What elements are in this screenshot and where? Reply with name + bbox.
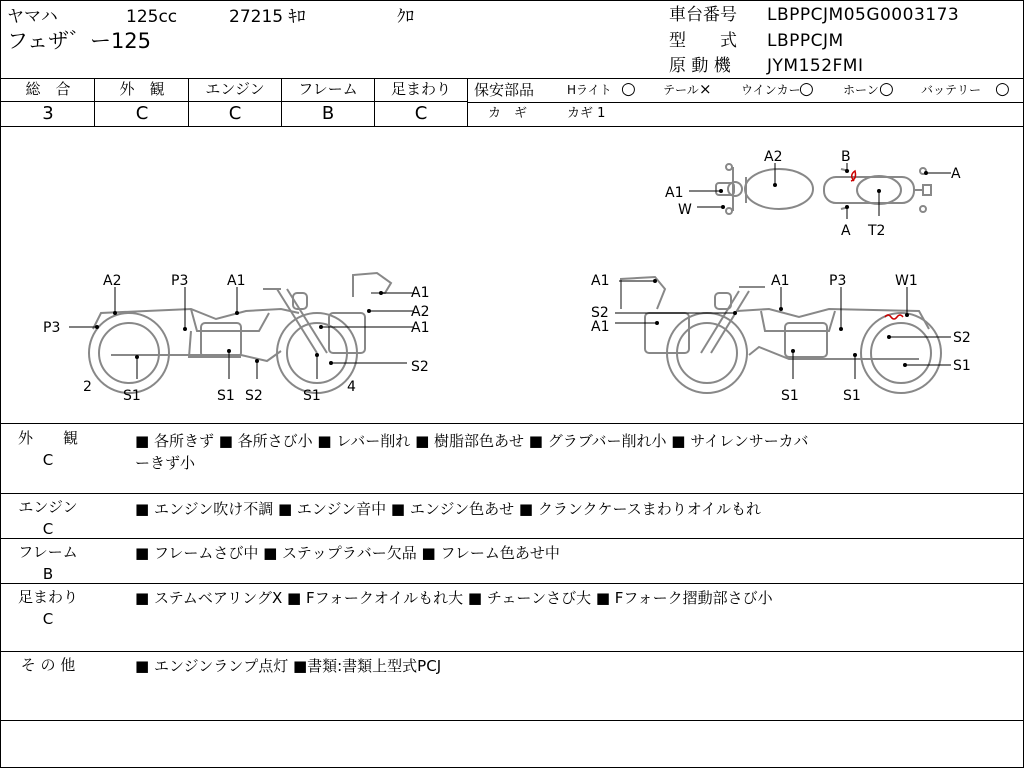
divider	[94, 78, 95, 126]
label-a1: A1	[665, 185, 684, 201]
grade-engine-label: エンジン	[205, 80, 265, 98]
battery-mark: ○	[995, 79, 1010, 99]
label-s2: S2	[411, 359, 429, 375]
right-side-diagram	[589, 269, 989, 409]
label-a2: A2	[411, 304, 430, 320]
label-p3: P3	[829, 273, 847, 289]
frame-no-label: 車台番号	[669, 5, 737, 25]
note-label: フレーム	[18, 543, 78, 561]
engine-label: 原 動 機	[669, 56, 731, 76]
label-a: A	[951, 166, 961, 182]
label-w: W	[678, 202, 692, 218]
label-a1: A1	[591, 273, 610, 289]
divider	[467, 78, 468, 126]
label-w1: W1	[895, 273, 918, 289]
note-exterior	[135, 430, 809, 474]
label-b: B	[841, 149, 851, 165]
tail-label: テール	[663, 83, 699, 97]
divider	[1, 101, 467, 102]
grade-frame-value: B	[321, 103, 335, 124]
label-a2: A2	[764, 149, 783, 165]
note-frame-label	[3, 541, 93, 585]
grade-suspension-label: 足まわり	[390, 80, 451, 98]
grade-exterior-label: 外 観	[119, 80, 165, 98]
note-grade: C	[42, 610, 54, 628]
label-s1: S1	[781, 388, 799, 404]
type-label: 型 式	[669, 31, 737, 51]
key-label: カ ギ	[488, 106, 528, 121]
divider	[1, 583, 1023, 584]
damage-mark-w1	[885, 315, 903, 319]
note-line: ■ ステムベアリングX ■ Fフォークオイルもれ大 ■ チェーンさび大 ■ Fフォーク摺動部さび小	[135, 589, 773, 607]
frame-no: LBPPCJM05G0003173	[767, 5, 960, 25]
label-a1: A1	[411, 285, 430, 301]
headlight-mark: ○	[621, 79, 636, 99]
note-line: ■ エンジンランプ点灯 ■書類:書類上型式PCJ	[135, 657, 442, 675]
note-line: ■ エンジン吹け不調 ■ エンジン音中 ■ エンジン色あせ ■ クランクケースまわりオイルもれ	[135, 500, 762, 518]
grade-exterior-value: C	[135, 103, 149, 124]
label-s2: S2	[245, 388, 263, 404]
displacement: 125cc	[126, 7, 178, 27]
model-name: フェザ゛ー125	[7, 29, 152, 53]
label-s1: S1	[217, 388, 235, 404]
divider	[1, 538, 1023, 539]
safety-label: 保安部品	[474, 81, 535, 99]
note-grade: B	[42, 565, 54, 583]
label-2: 2	[83, 379, 92, 395]
grade-frame-label: フレーム	[298, 80, 358, 98]
type-value: LBPPCJM	[767, 31, 844, 51]
note-suspension	[135, 587, 773, 609]
grade-suspension-value: C	[414, 103, 428, 124]
divider	[1, 493, 1023, 494]
divider	[1, 126, 1023, 127]
note-grade: C	[42, 520, 54, 538]
note-frame	[135, 542, 560, 564]
label-a1: A1	[591, 319, 610, 335]
note-label: エンジン	[18, 498, 78, 516]
label-p3: P3	[171, 273, 189, 289]
label-a: A	[841, 223, 851, 239]
note-label: そ の 他	[20, 656, 76, 674]
label-a1: A1	[411, 320, 430, 336]
grade-overall-value: 3	[42, 103, 54, 124]
label-a1: A1	[227, 273, 246, 289]
tail-mark: ×	[699, 80, 712, 98]
grade-engine-value: C	[228, 103, 242, 124]
label-s2: S2	[953, 330, 971, 346]
note-engine-label	[3, 496, 93, 540]
top-view-diagram	[661, 141, 981, 241]
horn-mark: ○	[879, 79, 894, 99]
label-s2: S2	[591, 305, 609, 321]
divider	[1, 651, 1023, 652]
winker-mark: ○	[799, 79, 814, 99]
maker: ヤマハ	[7, 7, 58, 27]
label-s1: S1	[843, 388, 861, 404]
mileage: 27215 ｷﾛ	[229, 7, 306, 27]
note-other	[135, 655, 441, 677]
divider	[1, 720, 1023, 721]
grade-overall-label: 総 合	[25, 80, 71, 98]
divider	[1, 78, 1023, 79]
note-exterior-label	[3, 427, 93, 471]
label-t2: T2	[868, 223, 886, 239]
label-p3: P3	[43, 320, 61, 336]
note-other-label	[3, 654, 93, 676]
note-line: ーきず小	[135, 454, 196, 472]
label-s1: S1	[123, 388, 141, 404]
label-s1: S1	[303, 388, 321, 404]
note-label: 外 観	[17, 429, 78, 447]
note-line: ■ フレームさび中 ■ ステップラバー欠品 ■ フレーム色あせ中	[135, 544, 560, 562]
horn-label: ホーン	[843, 83, 879, 97]
note-line: ■ 各所きず ■ 各所さび小 ■ レバー削れ ■ 樹脂部色あせ ■ グラブバー削れ小 ■ サイレンサーカバ	[135, 432, 809, 450]
winker-label: ウインカー	[741, 83, 801, 97]
key-value: カギ 1	[567, 106, 606, 121]
note-suspension-label	[3, 586, 93, 630]
label-s1: S1	[953, 358, 971, 374]
note-grade: C	[42, 451, 54, 469]
divider	[467, 102, 1023, 103]
divider	[1, 423, 1023, 424]
battery-label: バッテリー	[921, 83, 982, 97]
engine-value: JYM152FMI	[767, 56, 864, 76]
label-a2: A2	[103, 273, 122, 289]
label-4: 4	[347, 379, 356, 395]
note-engine	[135, 498, 761, 520]
color: ｸﾛ	[397, 7, 414, 27]
note-label: 足まわり	[17, 588, 78, 606]
left-side-diagram	[41, 269, 461, 409]
label-a1: A1	[771, 273, 790, 289]
headlight-label: Hライト	[567, 83, 612, 97]
